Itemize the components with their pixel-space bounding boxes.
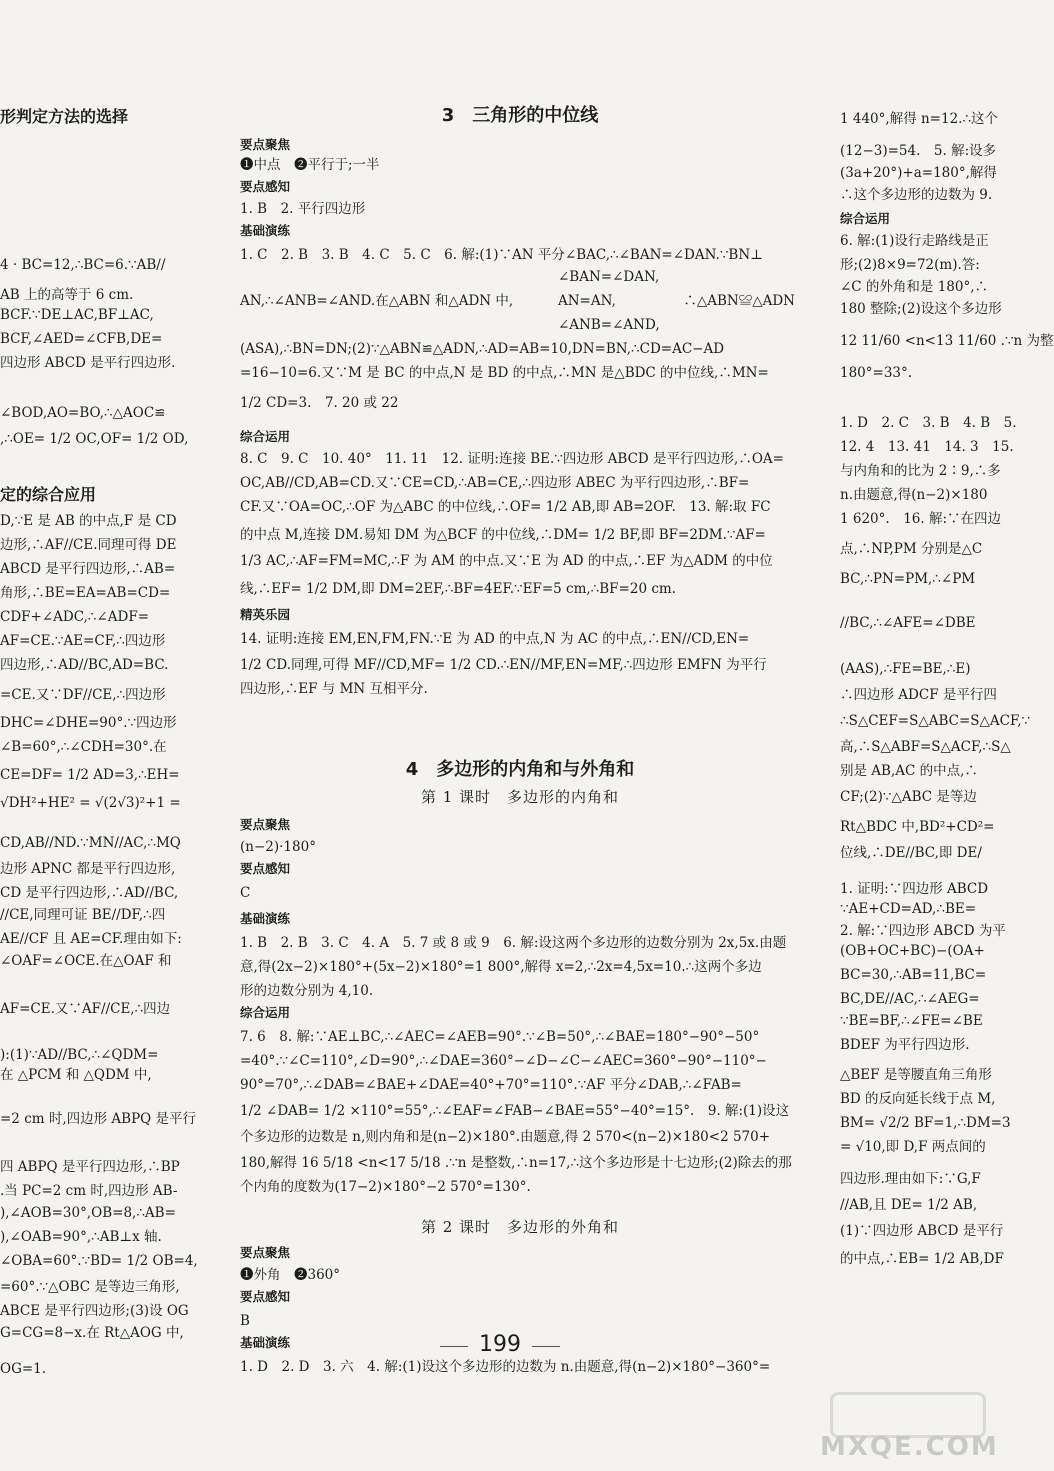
sec3-line: 要点感知 xyxy=(240,179,291,194)
left-line: ABCE 是平行四边形;(3)设 OG xyxy=(0,1303,189,1319)
right-line: ∵BE=BF,∴∠FE=∠BE xyxy=(840,1013,983,1029)
les1-line: 要点聚焦 xyxy=(240,817,291,832)
right-line: (12−3)=54. 5. 解:设多 xyxy=(840,143,997,159)
sec3-line: (ASA),∴BN=DN;(2)∵△ABN≌△ADN,∴AD=AB=10,DN=BN,∴CD=AC−AD xyxy=(240,341,725,357)
left-line: 四边形,∴AD//BC,AD=BC. xyxy=(0,657,169,673)
sec3-line: 14. 证明:连接 EM,EN,FM,FN.∵E 为 AD 的中点,N 为 AC 的中点,∴EN//CD,EN= xyxy=(240,631,750,647)
right-line: 12 11/60 <n<13 11/60 .∵n 为整 xyxy=(840,333,1054,349)
watermark-text: MXQE.COM xyxy=(820,1432,999,1462)
left-line: 角形,∴BE=EA=AB=CD= xyxy=(0,585,171,601)
sec3-line: AN,∴∠ANB=∠AND.在△ABN 和△ADN 中, xyxy=(240,293,514,309)
right-line: (3a+20°)+a=180°,解得 xyxy=(840,165,997,181)
sec3-line: 四边形,∴EF 与 MN 互相平分. xyxy=(240,681,428,697)
sec3-line: 要点聚焦 xyxy=(240,137,291,152)
les1-line: C xyxy=(240,885,251,901)
right-line: ∴四边形 ADCF 是平行四 xyxy=(840,687,997,703)
les1-line: 1/2 ∠DAB= 1/2 ×110°=55°,∴∠EAF=∠FAB−∠BAE=55°−40°=15°. 9. 解:(1)设这 xyxy=(240,1103,790,1119)
left-line: √DH²+HE² = √(2√3)²+1 = xyxy=(0,795,181,811)
right-line: 180°=33°. xyxy=(840,365,913,381)
left-line: 4 · BC=12,∴BC=6.∵AB// xyxy=(0,257,166,273)
left-line: 边形 APNC 都是平行四边形, xyxy=(0,861,176,877)
right-line: 四边形.理由如下:∵G,F xyxy=(840,1171,981,1187)
section-4-title: 4 多边形的内角和与外角和 xyxy=(405,759,635,780)
left-line: AB 上的高等于 6 cm. xyxy=(0,287,134,303)
les1-line: 180,解得 16 5/18 <n<17 5/18 .∵n 是整数,∴n=17,∴这个多边形是十七边形;(2)除去的那 xyxy=(240,1155,792,1171)
les1-line: 形的边数分别为 4,10. xyxy=(240,983,374,999)
right-line: BC,∴PN=PM,∴∠PM xyxy=(840,571,976,587)
left-line: BCF.∵DE⊥AC,BF⊥AC, xyxy=(0,307,154,323)
lesson-1-title: 第 1 课时 多边形的内角和 xyxy=(420,788,620,806)
les2-line: B xyxy=(240,1313,250,1329)
right-line: (OB+OC+BC)−(OA+ xyxy=(840,943,985,959)
right-line: 6. 解:(1)设行走路线是正 xyxy=(840,233,989,249)
right-line: n.由题意,得(n−2)×180 xyxy=(840,487,988,503)
left-line: //CE,同理可证 BE//DF,∴四 xyxy=(0,907,166,923)
left-line: =60°.∵△OBC 是等边三角形, xyxy=(0,1279,180,1295)
left-line: ABCD 是平行四边形,∴AB= xyxy=(0,561,176,577)
sec3-line: ∠BAN=∠DAN, xyxy=(558,269,660,285)
left-line: BCF,∠AED=∠CFB,DE= xyxy=(0,331,163,347)
right-line: 1. 证明:∵四边形 ABCD xyxy=(840,881,989,897)
les1-line: 要点感知 xyxy=(240,861,291,876)
sec3-line: 1/3 AC,∴AF=FM=MC,∴F 为 AM 的中点.又∵E 为 AD 的中点,∴EF 为△ADM 的中位 xyxy=(240,553,773,569)
right-line: 1 440°,解得 n=12.∴这个 xyxy=(840,111,999,127)
left-line: ∠OBA=60°.∵BD= 1/2 OB=4, xyxy=(0,1253,198,1269)
sec3-line: ❶中点 ❷平行于;一半 xyxy=(240,157,380,173)
left-line: CD,AB//ND.∵MN//AC,∴MQ xyxy=(0,835,181,851)
left-line: CDF+∠ADC,∴∠ADF= xyxy=(0,609,150,625)
sec3-line: 8. C 9. C 10. 40° 11. 11 12. 证明:连接 BE.∵四边形 ABCD 是平行四边形,∴OA= xyxy=(240,451,784,467)
right-line: ∠C 的外角和是 180°,∴ xyxy=(840,279,989,295)
left-line: ),∠AOB=30°,OB=8,∴AB= xyxy=(0,1205,176,1221)
sec3-line: OC,AB//CD,AB=CD.又∵CE=CD,∴AB=CE,∴四边形 ABEC 为平行四边形,∴BF= xyxy=(240,475,750,491)
left-line: D,∵E 是 AB 的中点,F 是 CD xyxy=(0,513,177,529)
right-line: //AB,且 DE= 1/2 AB, xyxy=(840,1197,978,1213)
right-line: 2. 解:∵四边形 ABCD 为平 xyxy=(840,923,1006,939)
left-line: 四 ABPQ 是平行四边形,∴BP xyxy=(0,1159,180,1175)
sec3-line: 1/2 CD=3. 7. 20 或 22 xyxy=(240,395,399,411)
right-line: 点,∴NP,PM 分别是△C xyxy=(840,541,983,557)
right-line: 的中点,∴EB= 1/2 AB,DF xyxy=(840,1251,1004,1267)
right-line: BD 的反向延长线于点 M, xyxy=(840,1091,996,1107)
les1-line: 1. B 2. B 3. C 4. A 5. 7 或 8 或 9 6. 解:设这两个多边形的边数分别为 2x,5x.由题 xyxy=(240,935,787,951)
right-line: 1. D 2. C 3. B 4. B 5. xyxy=(840,415,1017,431)
watermark-logo xyxy=(820,1392,1000,1462)
sec3-line: 1/2 CD.同理,可得 MF//CD,MF= 1/2 CD.∴EN//MF,EN=MF,∴四边形 EMFN 为平行 xyxy=(240,657,767,673)
left-line: ∠BOD,AO=BO,∴△AOC≌ xyxy=(0,405,166,421)
right-line: Rt△BDC 中,BD²+CD²= xyxy=(840,819,995,835)
right-line: BC=30,∴AB=11,BC= xyxy=(840,967,987,983)
sec3-line: 线,∴EF= 1/2 DM,即 DM=2EF,∴BF=4EF.∵EF=5 cm,∴BF=20 cm. xyxy=(240,581,676,597)
sec3-line: 1. C 2. B 3. B 4. C 5. C 6. 解:(1)∵AN 平分∠BAC,∴∠BAN=∠DAN.∵BN⊥ xyxy=(240,247,763,263)
right-line: 与内角和的比为 2∶9,∴多 xyxy=(840,463,1001,479)
left-line: 边形,∴AF//CE.同理可得 DE xyxy=(0,537,177,553)
left-line: 在 △PCM 和 △QDM 中, xyxy=(0,1067,152,1083)
les1-line: 个内角的度数为(17−2)×180°−2 570°=130°. xyxy=(240,1179,531,1195)
left-line: 定的综合应用 xyxy=(0,485,97,504)
sec3-line: 精英乐园 xyxy=(240,607,291,622)
sec3-line: AN=AN, ∴△ABN≌△ADN xyxy=(558,293,795,309)
right-line: ∵AE+CD=AD,∴BE= xyxy=(840,901,977,917)
right-line: 1 620°. 16. 解:∵在四边 xyxy=(840,511,1001,527)
les2-line: 要点聚焦 xyxy=(240,1245,291,1260)
right-line: = √10,即 D,F 两点间的 xyxy=(840,1139,986,1155)
les2-line: 1. D 2. D 3. 六 4. 解:(1)设这个多边形的边数为 n.由题意,得(n−2)×180°−360°= xyxy=(240,1359,771,1375)
les2-line: ❶外角 ❷360° xyxy=(240,1267,341,1283)
left-line: CE=DF= 1/2 AD=3,∴EH= xyxy=(0,767,180,783)
right-line: ∴这个多边形的边数为 9. xyxy=(840,187,993,203)
right-line: (AAS),∴FE=BE,∴E) xyxy=(840,661,971,677)
left-line: CD 是平行四边形,∴AD//BC, xyxy=(0,885,179,901)
left-line: AE//CF 且 AE=CF.理由如下: xyxy=(0,931,182,947)
les1-line: 个多边形的边数是 n,则内角和是(n−2)×180°.由题意,得 2 570<(n−2)×180<2 570+ xyxy=(240,1129,771,1145)
right-line: 位线,∴DE//BC,即 DE/ xyxy=(840,845,982,861)
right-line: BC,DE//AC,∴∠AEG= xyxy=(840,991,980,1007)
left-line: G=CG=8−x.在 Rt△AOG 中, xyxy=(0,1325,184,1341)
sec3-line: ∠ANB=∠AND, xyxy=(558,317,660,333)
left-line: =CE.又∵DF//CE,∴四边形 xyxy=(0,687,166,703)
left-line: ∠OAF=∠OCE.在△OAF 和 xyxy=(0,953,172,969)
right-line: △BEF 是等腰直角三角形 xyxy=(840,1067,992,1083)
left-line: OG=1. xyxy=(0,1361,47,1377)
les1-line: =40°.∵∠C=110°,∠D=90°,∴∠DAE=360°−∠D−∠C−∠AEC=360°−90°−110°− xyxy=(240,1053,767,1069)
left-line: DHC=∠DHE=90°.∵四边形 xyxy=(0,715,177,731)
right-line: (1)∵四边形 ABCD 是平行 xyxy=(840,1223,1004,1239)
right-line: 高,∴S△ABF=S△ACF,∴S△ xyxy=(840,739,1011,755)
page-number: 199 xyxy=(440,1332,560,1357)
left-line: ∠B=60°,∴∠CDH=30°.在 xyxy=(0,739,167,755)
right-line: 12. 4 13. 41 14. 3 15. xyxy=(840,439,1014,455)
right-line: BDEF 为平行四边形. xyxy=(840,1037,970,1053)
les1-line: 7. 6 8. 解:∵AE⊥BC,∴∠AEC=∠AEB=90°.∵∠B=50°,∴∠BAE=180°−90°−50° xyxy=(240,1029,760,1045)
right-line: 综合运用 xyxy=(840,211,891,226)
lesson-2-title: 第 2 课时 多边形的外角和 xyxy=(420,1218,620,1236)
left-line: ,∴OE= 1/2 OC,OF= 1/2 OD, xyxy=(0,431,189,447)
right-line: CF;(2)∵△ABC 是等边 xyxy=(840,789,977,805)
right-line: 形;(2)8×9=72(m).答: xyxy=(840,257,980,273)
right-line: 180 整除;(2)设这个多边形 xyxy=(840,301,1002,317)
left-line: AF=CE.∵AE=CF,∴四边形 xyxy=(0,633,166,649)
right-line: //BC,∴∠AFE=∠DBE xyxy=(840,615,976,631)
les2-line: 要点感知 xyxy=(240,1289,291,1304)
left-line: ),∠OAB=90°,∴AB⊥x 轴. xyxy=(0,1229,162,1245)
les2-line: 基础演练 xyxy=(240,1335,291,1350)
right-line: 别是 AB,AC 的中点,∴ xyxy=(840,763,978,779)
left-line: 四边形 ABCD 是平行四边形. xyxy=(0,355,176,371)
les1-line: 90°=70°,∴∠DAB=∠BAE+∠DAE=40°+70°=110°.∵AF 平分∠DAB,∴∠FAB= xyxy=(240,1077,742,1093)
les1-line: 基础演练 xyxy=(240,911,291,926)
left-line: .当 PC=2 cm 时,四边形 AB- xyxy=(0,1183,178,1199)
les1-line: 意,得(2x−2)×180°+(5x−2)×180°=1 800°,解得 x=2,∴2x=4,5x=10.∴这两个多边 xyxy=(240,959,762,975)
sec3-line: 1. B 2. 平行四边形 xyxy=(240,201,366,217)
right-line: BM= √2/2 BF=1,∴DM=3 xyxy=(840,1115,1011,1131)
les1-line: (n−2)·180° xyxy=(240,839,316,855)
left-line: ):(1)∵AD//BC,∴∠QDM= xyxy=(0,1047,159,1063)
sec3-line: CF.又∵OA=OC,∴OF 为△ABC 的中位线,∴OF= 1/2 AB,即 AB=2OF. 13. 解:取 FC xyxy=(240,499,771,515)
sec3-line: =16−10=6.又∵M 是 BC 的中点,N 是 BD 的中点,∴MN 是△BDC 的中位线,∴MN= xyxy=(240,365,769,381)
sec3-line: 基础演练 xyxy=(240,223,291,238)
left-line: AF=CE.又∵AF//CE,∴四边 xyxy=(0,1001,171,1017)
les1-line: 综合运用 xyxy=(240,1005,291,1020)
left-line: 形判定方法的选择 xyxy=(0,107,129,126)
right-line: ∴S△CEF=S△ABC=S△ACF,∵ xyxy=(840,713,1031,729)
sec3-line: 的中点 M,连接 DM.易知 DM 为△BCF 的中位线,∴DM= 1/2 BF,即 BF=2DM.∵AF= xyxy=(240,527,766,543)
sec3-line: 综合运用 xyxy=(240,429,291,444)
left-line: =2 cm 时,四边形 ABPQ 是平行 xyxy=(0,1111,197,1127)
section-3-title: 3 三角形的中位线 xyxy=(441,105,599,126)
